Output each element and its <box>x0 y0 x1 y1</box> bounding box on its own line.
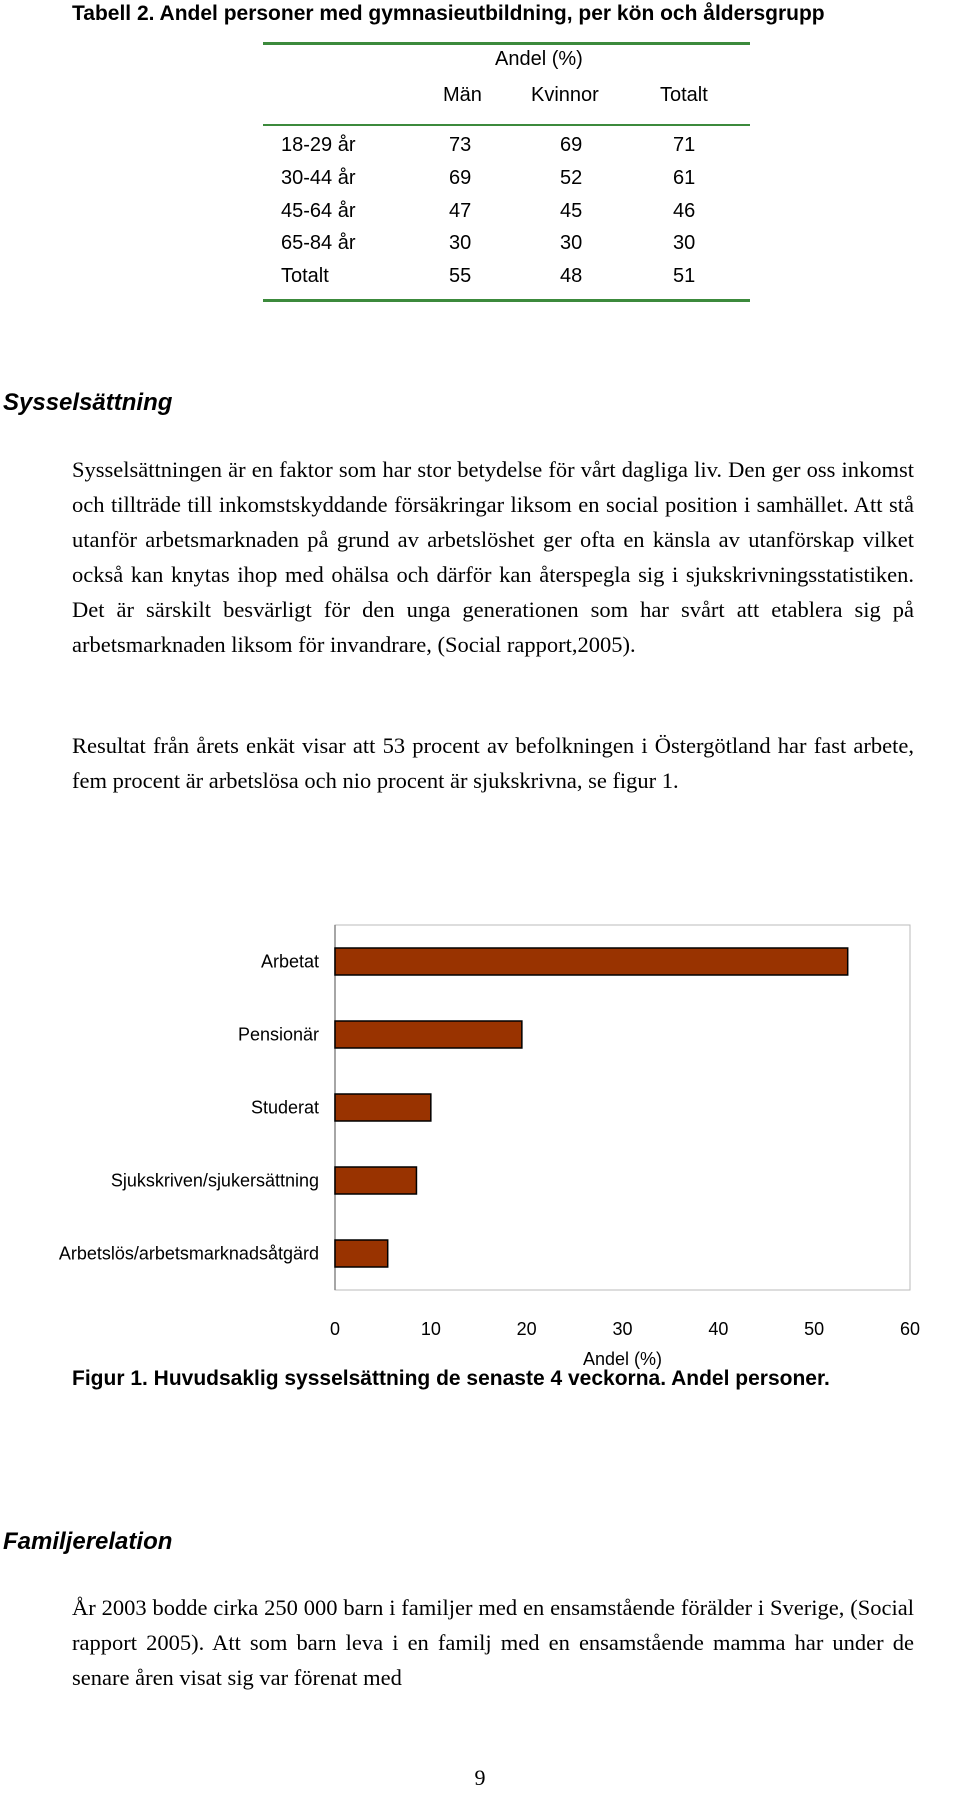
category-label: Arbetslös/arbetsmarknadsåtgärd <box>58 1243 319 1264</box>
col-header-total: Totalt <box>660 84 708 106</box>
bar <box>335 1021 522 1048</box>
x-axis-label: Andel (%) <box>582 1349 663 1369</box>
col-header-women: Kvinnor <box>531 84 599 106</box>
cell: 30 <box>673 232 696 254</box>
col-header-men: Män <box>443 84 482 106</box>
table-top-rule <box>263 42 750 45</box>
section-heading-family: Familjerelation <box>3 1528 173 1555</box>
row-label: 18-29 år <box>281 134 356 156</box>
category-label: Pensionär <box>237 1024 319 1045</box>
table-header-rule <box>263 124 750 126</box>
x-tick-label: 50 <box>804 1319 825 1339</box>
cell: 69 <box>560 134 583 156</box>
row-label: 65-84 år <box>281 232 356 254</box>
cell: 55 <box>449 265 472 287</box>
cell: 45 <box>560 200 583 222</box>
category-label: Sjukskriven/sjukersättning <box>110 1170 319 1191</box>
figure-caption: Figur 1. Huvudsaklig sysselsättning de senaste 4 veckorna. Andel personer. <box>72 1367 830 1390</box>
row-label: 30-44 år <box>281 167 356 189</box>
x-tick-label: 20 <box>516 1319 537 1339</box>
employment-paragraph-2: Resultat från årets enkät visar att 53 procent av befolkningen i Östergötland har fast arbete, fem procent är arbetslösa och nio procent är sjukskrivna, se figur 1. <box>72 733 914 793</box>
section-heading-employment: Sysselsättning <box>3 389 173 416</box>
x-tick-label: 40 <box>708 1319 729 1339</box>
x-tick-label: 30 <box>612 1319 633 1339</box>
cell: 71 <box>673 134 696 156</box>
cell: 30 <box>449 232 472 254</box>
employment-bar-chart <box>0 900 960 1380</box>
category-label: Arbetat <box>260 951 319 972</box>
cell: 48 <box>560 265 583 287</box>
cell: 51 <box>673 265 696 287</box>
bar <box>335 1094 431 1121</box>
page-number: 9 <box>474 1765 486 1790</box>
row-label: 45-64 år <box>281 200 356 222</box>
cell: 69 <box>449 167 472 189</box>
cell: 46 <box>673 200 696 222</box>
table-group-header: Andel (%) <box>495 48 583 70</box>
table-caption: Tabell 2. Andel personer med gymnasieutbildning, per kön och åldersgrupp <box>72 2 825 25</box>
cell: 61 <box>673 167 696 189</box>
x-tick-label: 0 <box>329 1319 341 1339</box>
cell: 47 <box>449 200 472 222</box>
cell: 73 <box>449 134 472 156</box>
bar <box>335 1167 416 1194</box>
bar <box>335 948 848 975</box>
x-tick-label: 60 <box>899 1319 921 1339</box>
table-bottom-rule <box>263 299 750 302</box>
cell: 52 <box>560 167 583 189</box>
row-label: Totalt <box>281 265 329 287</box>
cell: 30 <box>560 232 583 254</box>
x-tick-label: 10 <box>420 1319 441 1339</box>
family-paragraph-1: År 2003 bodde cirka 250 000 barn i familjer med en ensamstående förälder i Sverige, (Social rapport 2005). Att som barn leva i en familj med en ensamstående mamma har under de senare åren visat sig var förenat med <box>72 1595 914 1690</box>
employment-paragraph-1: Sysselsättningen är en faktor som har stor betydelse för vårt dagliga liv. Den ger oss inkomst och tillträde till inkomstskyddande försäkringar liksom en social position i samhället. Att stå utanför arbetsmarknaden på grund av arbetslöshet ger ofta en känsla av utanförskap vilket också kan knytas ihop med ohälsa och därför kan återspegla sig i sjukskrivningsstatistiken. Det är särskilt besvärligt för den unga generationen som har svårt att etablera sig på arbetsmarknaden liksom för invandrare, (Social rapport,2005). <box>72 457 914 657</box>
bar <box>335 1240 388 1267</box>
category-label: Studerat <box>250 1097 319 1118</box>
